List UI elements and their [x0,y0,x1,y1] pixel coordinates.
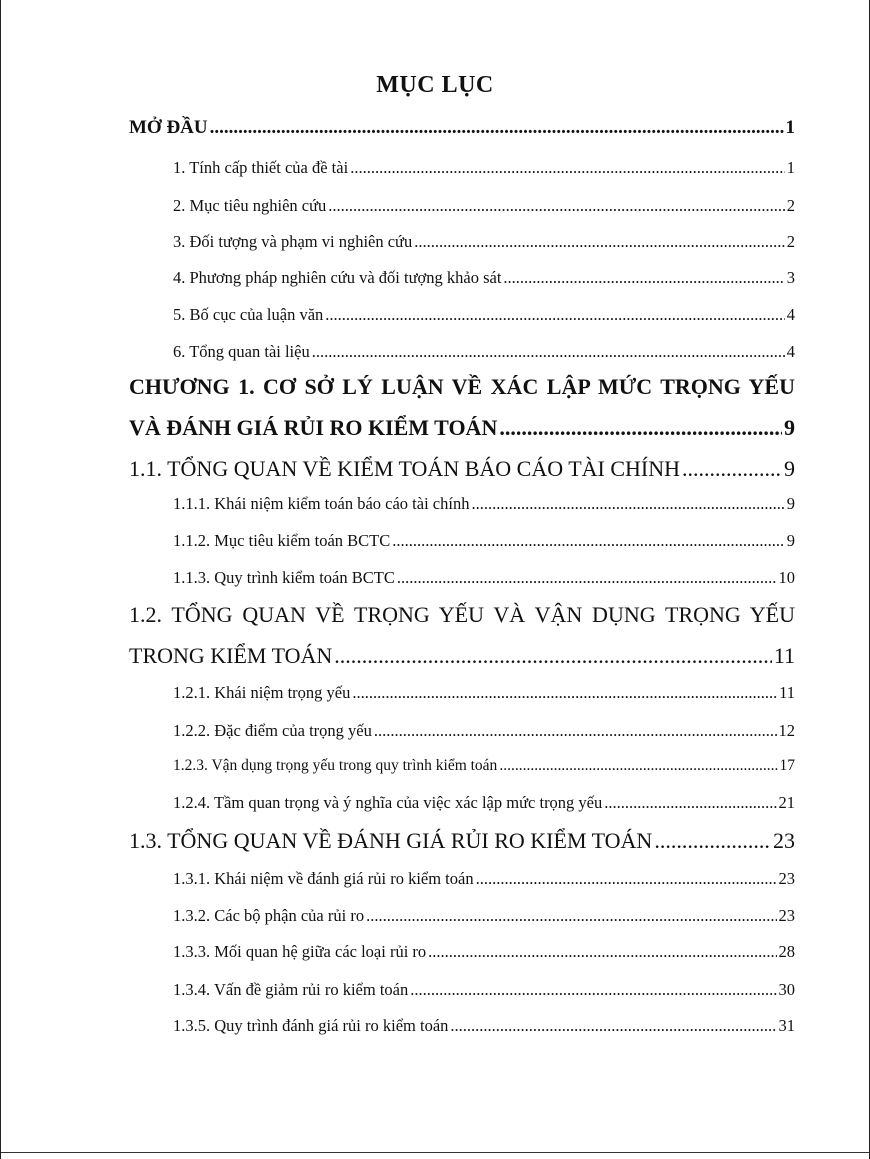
toc-entry[interactable] [173,869,795,889]
toc-entry-text: 2. Mục tiêu nghiên cứu [173,196,327,215]
toc-entry-page: 12 [778,721,795,740]
toc-entry-text: MỞ ĐẦU [129,117,208,138]
dot-leader [503,268,784,288]
toc-entry-page: 4 [786,342,795,361]
toc-entry[interactable] [173,268,795,288]
toc-entry[interactable] [173,531,795,551]
toc-entry[interactable] [173,793,795,813]
toc-entry[interactable] [173,494,795,514]
toc-entry-text: TRONG KIỂM TOÁN [129,643,333,668]
dot-leader [499,415,782,441]
toc-entry-page: 1 [785,117,795,138]
toc-entry[interactable] [173,232,795,252]
toc-entry[interactable] [173,721,795,741]
toc-entry-page: 11 [779,683,795,702]
toc-entry-text: 6. Tổng quan tài liệu [173,342,310,361]
toc-entry-text: 1.1.1. Khái niệm kiểm toán báo cáo tài chính [173,494,470,513]
toc-entry-page: 11 [773,643,795,668]
toc-entry-page: 31 [778,1016,795,1035]
toc-entry-text: 1.2.3. Vận dụng trọng yếu trong quy trình kiểm toán [173,757,498,774]
toc-entry[interactable] [173,1016,795,1036]
toc-entry-page: 23 [773,828,795,853]
toc-entry-text: 1.3.1. Khái niệm về đánh giá rủi ro kiểm toán [173,869,474,888]
toc-entry[interactable] [173,305,795,325]
toc-entry-text: 1.2.1. Khái niệm trọng yếu [173,683,351,702]
toc-entry-text: 3. Đối tượng và phạm vi nghiên cứu [173,232,413,251]
toc-entry-page: 28 [778,942,795,961]
toc-entry-text: 1.1.2. Mục tiêu kiểm toán BCTC [173,531,391,550]
toc-entry-page: 1 [786,158,795,177]
dot-leader [312,342,785,362]
toc-entry-page: 10 [778,568,795,587]
toc-entry-text: 1.1. TỔNG QUAN VỀ KIỂM TOÁN BÁO CÁO TÀI CHÍNH [129,456,681,481]
toc-entry-text: 1.2.4. Tầm quan trọng và ý nghĩa của việc xác lập mức trọng yếu [173,793,603,812]
toc-entry[interactable] [173,683,795,703]
dot-leader [410,980,776,1000]
toc-entry-text: 1.3.4. Vấn đề giảm rủi ro kiểm toán [173,980,409,999]
toc-entry-chapter-1[interactable] [129,415,795,441]
toc-chapter-line1[interactable]: CHƯƠNG 1. CƠ SỞ LÝ LUẬN VỀ XÁC LẬP MỨC TRỌNG YẾU [129,374,795,399]
dot-leader [374,721,777,741]
page-bottom-rule [1,1152,869,1153]
toc-entry[interactable] [173,942,795,962]
dot-leader [682,456,782,482]
dot-leader [352,683,777,703]
toc-entry-section[interactable] [129,828,795,854]
dot-leader [476,869,777,889]
dot-leader [414,232,785,252]
toc-entry-page: 23 [778,906,795,925]
dot-leader [471,494,784,514]
toc-entry-text: 1.3.2. Các bộ phận của rủi ro [173,906,365,925]
toc-entry-page: 30 [778,980,795,999]
toc-entry-text: 5. Bố cục của luận văn [173,305,324,324]
toc-entry[interactable] [173,196,795,216]
toc-entry[interactable] [173,757,795,775]
dot-leader [397,568,777,588]
toc-entry[interactable] [173,568,795,588]
dot-leader [366,906,776,926]
toc-entry-page: 3 [786,268,795,287]
dot-leader [392,531,785,551]
toc-entry[interactable] [173,342,795,362]
dot-leader [325,305,784,325]
toc-entry-text: VÀ ĐÁNH GIÁ RỦI RO KIỂM TOÁN [129,415,498,440]
toc-entry-text: 1.1.3. Quy trình kiểm toán BCTC [173,568,395,587]
toc-entry-text: 4. Phương pháp nghiên cứu và đối tượng khảo sát [173,268,502,287]
toc-entry-section[interactable] [129,643,795,669]
toc-entry-intro[interactable] [129,117,795,139]
dot-leader [654,828,771,854]
toc-entry-text: 1.2.2. Đặc điểm của trọng yếu [173,721,372,740]
toc-entry[interactable] [173,158,795,178]
toc-entry-page: 9 [784,456,795,481]
toc-entry-page: 9 [784,415,795,440]
toc-entry-text: 1. Tính cấp thiết của đề tài [173,158,349,177]
toc-section-line1[interactable]: 1.2. TỔNG QUAN VỀ TRỌNG YẾU VÀ VẬN DỤNG TRỌNG YẾU [129,602,795,627]
dot-leader [428,942,776,962]
dot-leader [450,1016,776,1036]
dot-leader [499,757,777,775]
dot-leader [604,793,776,813]
toc-entry-page: 17 [779,757,795,774]
toc-entry-text: 1.3.3. Mối quan hệ giữa các loại rủi ro [173,942,427,961]
toc-entry-text: 1.3.5. Quy trình đánh giá rủi ro kiểm toán [173,1016,449,1035]
toc-entry-page: 2 [786,196,795,215]
toc-entry-page: 23 [778,869,795,888]
toc-entry-page: 4 [786,305,795,324]
toc-entry[interactable] [173,980,795,1000]
toc-entry[interactable] [173,906,795,926]
dot-leader [334,643,772,669]
dot-leader [328,196,784,216]
toc-title: MỤC LỤC [376,72,494,98]
toc-entry-page: 9 [786,494,795,513]
toc-entry-page: 21 [778,793,795,812]
toc-entry-page: 9 [786,531,795,550]
toc-entry-section[interactable] [129,456,795,482]
dot-leader [210,117,784,139]
toc-entry-page: 2 [786,232,795,251]
toc-entry-text: 1.3. TỔNG QUAN VỀ ĐÁNH GIÁ RỦI RO KIỂM TOÁN [129,828,653,853]
dot-leader [350,158,785,178]
